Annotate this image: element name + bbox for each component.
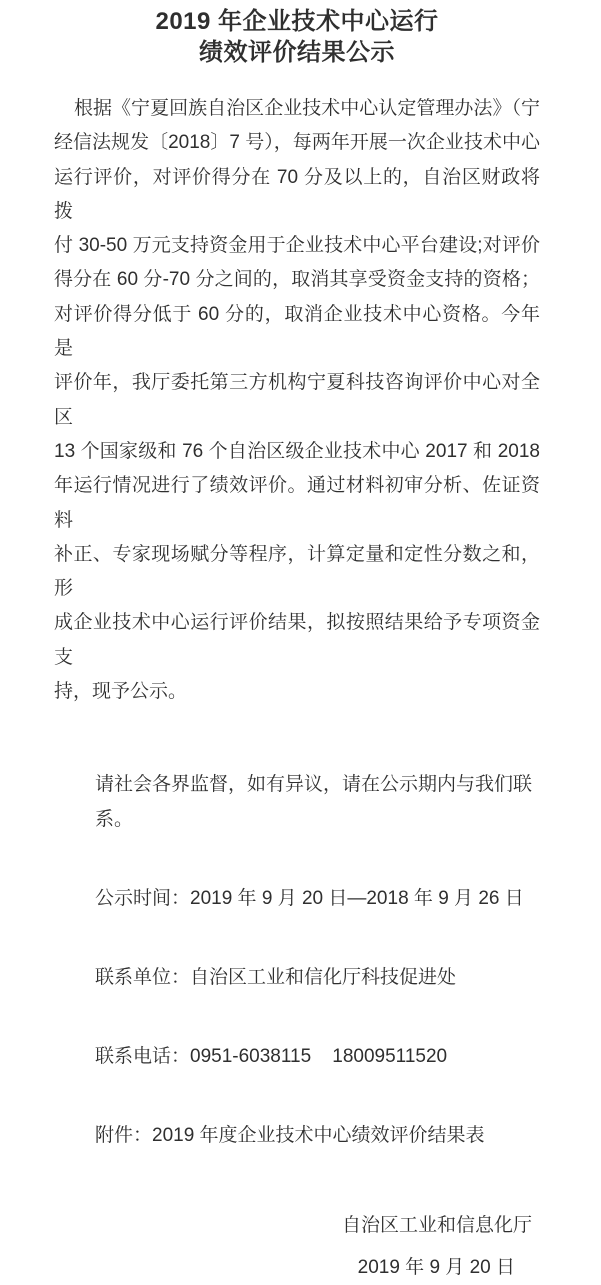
paragraph-line: 补正、专家现场赋分等程序，计算定量和定性分数之和，形 bbox=[54, 543, 540, 600]
contact-phone: 联系电话：0951-6038115 18009511520 bbox=[95, 1046, 448, 1068]
issue-date: 2019 年 9 月 20 日 bbox=[357, 1257, 515, 1279]
announcement-paragraph bbox=[54, 92, 540, 709]
notice-block bbox=[54, 723, 540, 1197]
paragraph-line: 成企业技术中心运行评价结果，拟按照结果给予专项资金支 bbox=[54, 612, 540, 668]
supervision-note: 请社会各界监督，如有异议，请在公示期内与我们联系。 bbox=[95, 774, 533, 831]
paragraph-line: 13 个国家级和 76 个自治区级企业技术中心 2017 和 2018 bbox=[54, 440, 540, 462]
document-title bbox=[54, 6, 540, 68]
paragraph-line: 经信法规发〔2018〕7 号），每两年开展一次企业技术中心 bbox=[54, 132, 540, 154]
document-title-line1: 2019 年企业技术中心运行 bbox=[155, 8, 439, 35]
issuer-name: 自治区工业和信息化厅 bbox=[341, 1215, 532, 1237]
paragraph-line: 付 30-50 万元支持资金用于企业技术中心平台建设;对评价 bbox=[54, 235, 540, 257]
contact-unit: 联系单位：自治区工业和信化厅科技促进处 bbox=[95, 967, 457, 989]
paragraph-line: 持，现予公示。 bbox=[54, 681, 188, 703]
paragraph-line: 年运行情况进行了绩效评价。通过材料初审分析、佐证资料 bbox=[54, 475, 540, 531]
document-title-line2: 绩效评价结果公示 bbox=[199, 39, 395, 66]
paragraph-line: 根据《宁夏回族自治区企业技术中心认定管理办法》（宁 bbox=[74, 98, 540, 119]
attachment-reference: 附件：2019 年度企业技术中心绩效评价结果表 bbox=[95, 1125, 485, 1147]
paragraph-line: 得分在 60 分-70 分之间的，取消其享受资金支持的资格； bbox=[54, 269, 540, 291]
paragraph-line: 对评价得分低于 60 分的，取消企业技术中心资格。今年是 bbox=[54, 303, 540, 360]
signature-block bbox=[54, 1208, 540, 1285]
publicity-period: 公示时间：2019 年 9 月 20 日—2018 年 9 月 26 日 bbox=[95, 888, 524, 910]
paragraph-line: 运行评价，对评价得分在 70 分及以上的，自治区财政将拨 bbox=[54, 166, 540, 222]
paragraph-line: 评价年，我厅委托第三方机构宁夏科技咨询评价中心对全区 bbox=[54, 372, 540, 428]
